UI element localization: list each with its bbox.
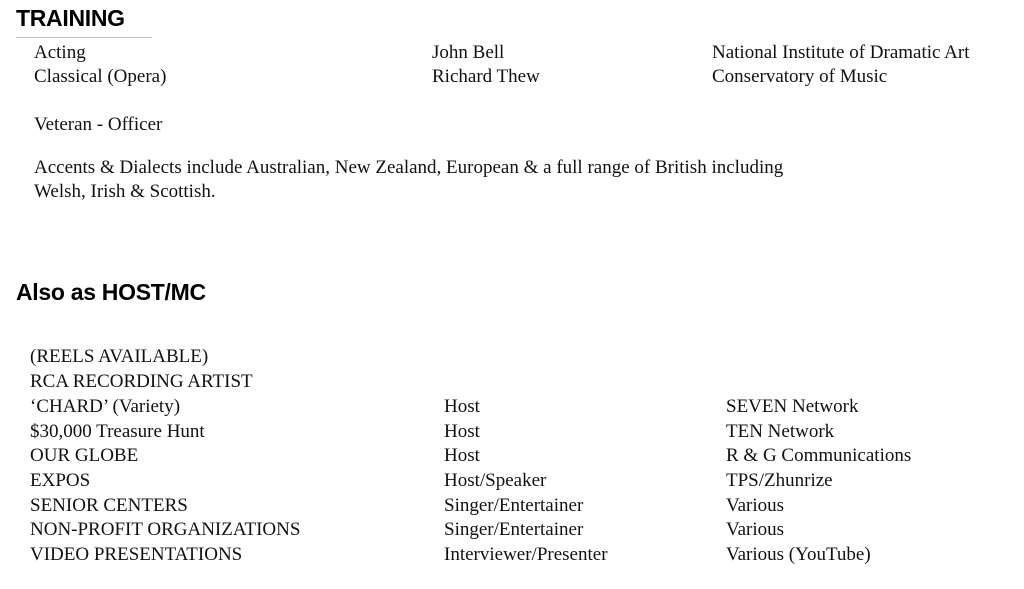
host-role: Host/Speaker (444, 470, 547, 491)
training-subject: Classical (Opera) (34, 66, 167, 87)
host-show: EXPOS (30, 470, 91, 491)
host-row (0, 420, 1024, 444)
training-row (0, 65, 1024, 89)
host-show: NON-PROFIT ORGANIZATIONS (30, 519, 301, 540)
host-role: Interviewer/Presenter (444, 544, 608, 565)
host-show: SENIOR CENTERS (30, 495, 188, 516)
host-row (0, 444, 1024, 468)
host-show: OUR GLOBE (30, 445, 139, 466)
host-network: Various (726, 519, 785, 540)
host-show: VIDEO PRESENTATIONS (30, 544, 243, 565)
training-school: Conservatory of Music (712, 66, 888, 87)
training-subject: Acting (34, 42, 86, 63)
host-role: Host (444, 421, 480, 442)
training-teacher: John Bell (432, 42, 505, 63)
host-role: Singer/Entertainer (444, 495, 584, 516)
host-row (0, 469, 1024, 493)
training-heading: TRAINING (16, 5, 125, 31)
accents-text-line2: Welsh, Irish & Scottish. (34, 181, 216, 202)
accents-text-line1: Accents & Dialects include Australian, New Zealand, European & a full range of British including (34, 157, 784, 178)
reels-note: (REELS AVAILABLE) (30, 346, 209, 367)
host-row (0, 543, 1024, 567)
veteran-text: Veteran - Officer (34, 114, 163, 135)
training-heading-underline (16, 37, 152, 38)
host-row (0, 395, 1024, 419)
host-role: Singer/Entertainer (444, 519, 584, 540)
host-role: Host (444, 445, 480, 466)
host-network: R & G Communications (726, 445, 912, 466)
host-show: ‘CHARD’ (Variety) (30, 396, 181, 417)
training-teacher: Richard Thew (432, 66, 540, 87)
host-network: TEN Network (726, 421, 835, 442)
host-role: Host (444, 396, 480, 417)
host-network: Various (YouTube) (726, 544, 871, 565)
training-school: National Institute of Dramatic Art (712, 42, 970, 63)
host-row (0, 494, 1024, 518)
host-network: SEVEN Network (726, 396, 859, 417)
host-row (0, 518, 1024, 542)
training-row (0, 41, 1024, 65)
host-show: $30,000 Treasure Hunt (30, 421, 205, 442)
host-network: TPS/Zhunrize (726, 470, 833, 491)
rca-note: RCA RECORDING ARTIST (30, 371, 253, 392)
host-heading: Also as HOST/MC (16, 279, 206, 305)
host-network: Various (726, 495, 785, 516)
